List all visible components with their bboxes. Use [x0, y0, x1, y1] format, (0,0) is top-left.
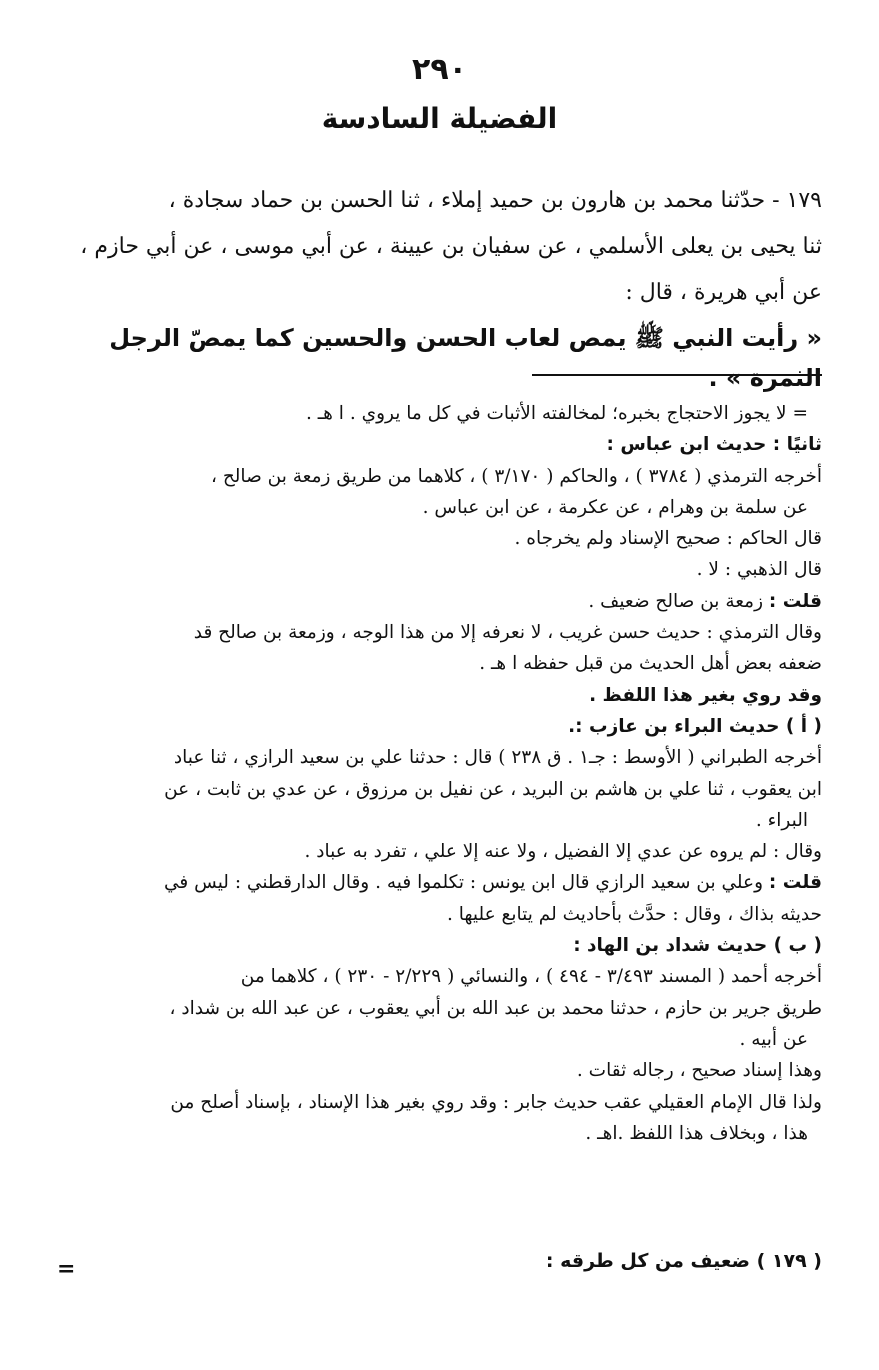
footnote-line [52, 867, 822, 898]
footnote-line [52, 1087, 822, 1118]
footnote-line [52, 1118, 822, 1149]
footnote-text: البراء . [755, 809, 808, 831]
footnote-line [52, 805, 822, 836]
footnote-text: طريق جرير بن حازم ، حدثنا محمد بن عبد الله بن أبي يعقوب ، عن عبد الله بن شداد ، [169, 997, 822, 1019]
footnote-text: = لا يجوز الاحتجاج بخبره؛ لمخالفته الأثبات في كل ما يروي . ا هـ . [305, 403, 808, 424]
section-title: الفضيلة السادسة [321, 102, 558, 135]
footnote-lead: قلت : [768, 590, 822, 612]
page-number: ٢٩٠ [412, 52, 467, 87]
footnote-line [52, 648, 822, 679]
hadith-line: عن أبي هريرة ، قال : [625, 280, 822, 305]
footnote-line [52, 398, 822, 429]
hadith-text [52, 178, 822, 316]
footnote-line [52, 617, 822, 648]
footnote-line [52, 429, 822, 460]
footnote-text: ( أ ) حديث البراء بن عازب :. [568, 715, 822, 737]
footnote-line [52, 680, 822, 711]
grade-note: ( ١٧٩ ) ضعيف من كل طرقه : [545, 1250, 822, 1272]
footnote-text: قال الحاكم : صحيح الإسناد ولم يخرجاه . [514, 528, 822, 550]
footnote-line [52, 930, 822, 961]
footnote-text: أخرجه أحمد ( المسند ٣/٤٩٣ - ٤٩٤ ) ، والنسائي ( ٢/٢٢٩ - ٢٣٠ ) ، كلاهما من [240, 966, 822, 988]
footnote-line [52, 461, 822, 492]
footnote-text: هذا ، وبخلاف هذا اللفظ .اهـ . [585, 1122, 808, 1144]
hadith-line: ١٧٩ - حدّثنا محمد بن هارون بن حميد إملاء ، ثنا الحسن بن حماد سجادة ، [168, 188, 822, 213]
footnote-divider [532, 374, 822, 376]
footnote-text: ولذا قال الإمام العقيلي عقب حديث جابر : وقد روي بغير هذا الإسناد ، بإسناد أصلح من [170, 1091, 822, 1113]
footnote-text: وعلي بن سعيد الرازي قال ابن يونس : تكلموا فيه . وقال الدارقطني : ليس في [163, 872, 769, 894]
hadith-line: ثنا يحيى بن يعلى الأسلمي ، عن سفيان بن عيينة ، عن أبي موسى ، عن أبي حازم ، [80, 234, 822, 259]
footnote-line [52, 774, 822, 805]
footnote-line [52, 554, 822, 585]
footnote-line [52, 586, 822, 617]
footnote-line [52, 492, 822, 523]
footnotes [52, 398, 822, 1149]
footnote-line [52, 742, 822, 773]
footnote-text: ابن يعقوب ، ثنا علي بن هاشم بن البريد ، عن نفيل بن مرزوق ، عن عدي بن ثابت ، عن [164, 778, 822, 800]
footnote-text: عن سلمة بن وهرام ، عن عكرمة ، عن ابن عباس . [422, 496, 808, 518]
footnote-line [52, 1024, 822, 1055]
footnote-text: زمعة بن صالح ضعيف . [588, 590, 769, 612]
footnote-text: وقال الترمذي : حديث حسن غريب ، لا نعرفه إلا من هذا الوجه ، وزمعة بن صالح قد [193, 622, 822, 644]
footnote-text: وقال : لم يروه عن عدي إلا الفضيل ، ولا عنه إلا علي ، تفرد به عباد . [304, 841, 822, 863]
footnote-text: ( ب ) حديث شداد بن الهاد : [573, 935, 822, 957]
footnote-text: أخرجه الطبراني ( الأوسط : جـ١ . ق ٢٣٨ ) قال : حدثنا علي بن سعيد الرازي ، ثنا عباد [173, 747, 822, 769]
footnote-text: وهذا إسناد صحيح ، رجاله ثقات . [576, 1060, 822, 1082]
footnote-text: ضعفه بعض أهل الحديث من قبل حفظه ا هـ . [479, 653, 822, 675]
footnote-line [52, 993, 822, 1024]
footnote-line [52, 899, 822, 930]
hadith-quote: « رأيت النبي ﷺ يمص لعاب الحسن والحسين كما يمصّ الرجل الثمرة » . [109, 324, 822, 392]
footnote-line [52, 523, 822, 554]
footnote-lead: قلت : [768, 872, 822, 894]
footnote-text: أخرجه الترمذي ( ٣٧٨٤ ) ، والحاكم ( ٣/١٧٠ ) ، كلاهما من طريق زمعة بن صالح ، [211, 465, 822, 487]
footnote-line [52, 1055, 822, 1086]
footnote-line [52, 961, 822, 992]
footnote-text: وقد روي بغير هذا اللفظ . [589, 684, 822, 706]
footnote-line [52, 711, 822, 742]
footnote-text: ثانيًا : حديث ابن عباس : [606, 434, 822, 456]
footnote-text: حديثه بذاك ، وقال : حدَّث بأحاديث لم يتابع عليها . [447, 903, 822, 925]
continuation-mark: = [57, 1256, 76, 1282]
footnote-text: قال الذهبي : لا . [696, 559, 822, 581]
footnote-text: عن أبيه . [739, 1028, 808, 1050]
footnote-line [52, 836, 822, 867]
